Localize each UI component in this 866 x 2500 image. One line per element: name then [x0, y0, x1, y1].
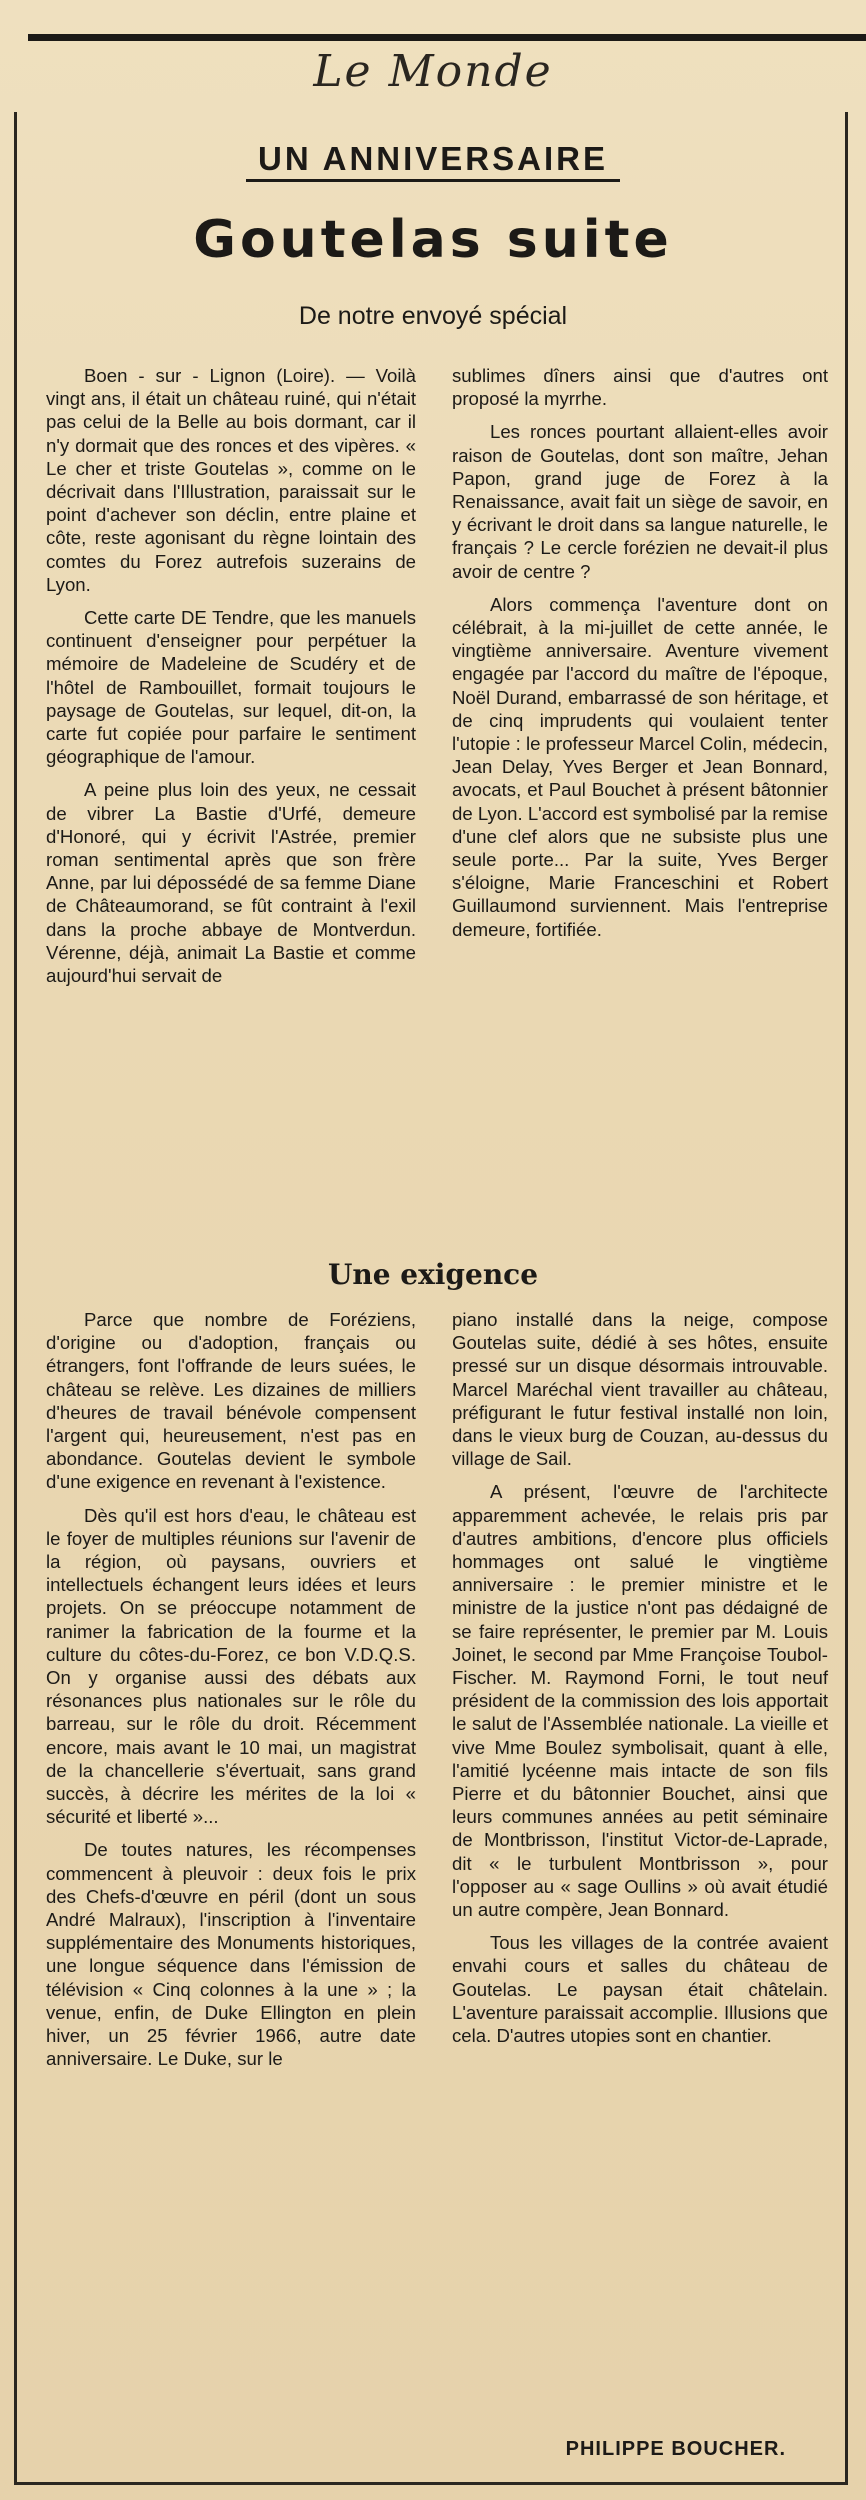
column-4	[452, 1308, 828, 2057]
paragraph: Tous les villages de la contrée avaient envahi cours et salles du château de Goutelas. Le paysan était châtelain. L'aventure paraissait accomplie. Illusions que cela. D'autres utopies sont en chantier.	[452, 1932, 828, 2047]
paragraph: piano installé dans la neige, compose Goutelas suite, dédié à ses hôtes, ensuite pressé sur un disque désormais introuvable. Marcel Maréchal vient travailler au château, préfigurant le futur festival installé non loin, dans le vieux burg de Couzan, au-dessus du village de Sail.	[452, 1309, 828, 1470]
author-signature: PHILIPPE BOUCHER.	[565, 2438, 786, 2460]
paragraph: sublimes dîners ainsi que d'autres ont proposé la myrrhe.	[452, 365, 828, 410]
paragraph: A présent, l'œuvre de l'architecte apparemment achevée, le relais pris par d'autres ambitions, d'encore plus officiels hommages ont salué le vingtième anniversaire : le premier ministre et le ministre de la justice n'ont pas dédaigné de se faire représenter, le premier par M. Louis Joinet, le second par Mme Françoise Toubol-Fischer. M. Raymond Forni, le tout neuf président de la commission des lois apportait le salut de l'Assemblée nationale. La vieille et vive Mme Boulez symbolisait, quant à elle, l'amitié lycéenne mais intacte de son fils Pierre et du bâtonnier Bouchet, ainsi que leurs communes années au petit séminaire de Montbrisson, l'institut Victor-de-Laprade, dit « le turbulent Montbrisson », pour l'opposer au « sage Oullins » où avait étudié un autre compère, Jean Bonnard.	[452, 1481, 828, 1921]
kicker	[0, 140, 866, 178]
paragraph: Les ronces pourtant allaient-elles avoir raison de Goutelas, dont son maître, Jehan Papon, grand juge de Forez à la Renaissance, avait fait un siège de savoir, en y écrivant le droit dans sa langue naturelle, le français ? Le cercle forézien ne devait-il plus avoir de centre ?	[452, 421, 828, 582]
subheading: Une exigence	[327, 1258, 539, 1291]
paragraph: Dès qu'il est hors d'eau, le château est le foyer de multiples réunions sur l'avenir de la région, où paysans, ouvriers et intellectuels échangent leurs idées et leurs projets. On se préoccupe notamment de ranimer la fabrication de la fourme et la culture du côtes-du-Forez, ce bon V.D.Q.S. On y organise aussi des débats aux résonances plus nationales sur le rôle du barreau, sur le rôle du droit. Récemment encore, mais avant le 10 mai, un magistrat de la chancellerie s'évertuait, sans grand succès, à décrire les mérites de la loi « sécurité et liberté »...	[46, 1504, 416, 1828]
byline: De notre envoyé spécial	[298, 302, 568, 330]
paragraph: Alors commença l'aventure dont on célébrait, à la mi-juillet de cette année, le vingtième anniversaire. Aventure vivement engagée par l'accord du maître de l'époque, Noël Durand, embarrassé de son héritage, et de cinq imprudents qui voulaient tenter l'utopie : le professeur Marcel Colin, médecin, Jean Delay, Yves Berger et Jean Bonnard, avocats, et Paul Bouchet à présent bâtonnier de Lyon. L'accord est symbolisé par la remise d'une clef alors que ne subsiste plus une seule porte... Par la suite, Yves Berger s'éloigne, Marie Franceschini et Robert Guillaumond surviennent. Mais l'entreprise demeure, fortifiée.	[452, 593, 828, 940]
handwritten-masthead: Le Monde	[313, 46, 553, 97]
headline: Goutelas suite	[193, 210, 673, 270]
paragraph: A peine plus loin des yeux, ne cessait de vibrer La Bastie d'Urfé, demeure d'Honoré, qui y écrivit l'Astrée, premier roman sentimental après que son frère Anne, par lui dépossédé de sa femme Diane de Châteaumorand, se fût contraint à l'exil dans la proche abbaye de Montverdun. Vérenne, déjà, animait La Bastie et comme aujourd'hui servait de	[46, 779, 416, 987]
paragraph: De toutes natures, les récompenses commencent à pleuvoir : deux fois le prix des Chefs-d'œuvre en péril (dont un sous André Malraux), l'inscription à l'inventaire supplémentaire des Monuments historiques, une longue séquence dans l'émission de télévision « Cinq colonnes à la une » ; la venue, enfin, de Duke Ellington en plein hiver, un 25 février 1966, autre date anniversaire. Le Duke, sur le	[46, 1839, 416, 2070]
paragraph: Boen - sur - Lignon (Loire). — Voilà vingt ans, il était un château ruiné, qui n'était pas celui de la Belle au bois dormant, car il n'y dormait que des ronces et des vipères. « Le cher et triste Goutelas », comme on le décrivait dans l'Illustration, paraissait sur le point d'achever son déclin, entre plaine et côte, reste agonisant du règne lointain des comtes du Forez autrefois suzerains de Lyon.	[46, 365, 416, 595]
bottom-rule	[14, 2482, 848, 2485]
paragraph: Parce que nombre de Foréziens, d'origine ou d'adoption, français ou étrangers, font l'offrande de leurs suées, le château se relève. Les dizaines de milliers d'heures de travail bénévole compensent l'argent qui, heureusement, n'est pas en abondance. Goutelas devient le symbole d'une exigence en revenant à l'existence.	[46, 1309, 416, 1493]
column-3	[46, 1308, 416, 2081]
top-rule	[28, 34, 866, 41]
kicker-text: UN ANNIVERSAIRE	[246, 140, 620, 182]
column-2	[452, 364, 828, 951]
paragraph: Cette carte DE Tendre, que les manuels continuent d'enseigner pour perpétuer la mémoire de Madeleine de Scudéry et de l'hôtel de Rambouillet, formait toujours le paysage de Goutelas, sur lequel, dit-on, la carte fut copiée pour parfaire le sentiment géographique de l'amour.	[46, 607, 416, 768]
column-1	[46, 364, 416, 997]
